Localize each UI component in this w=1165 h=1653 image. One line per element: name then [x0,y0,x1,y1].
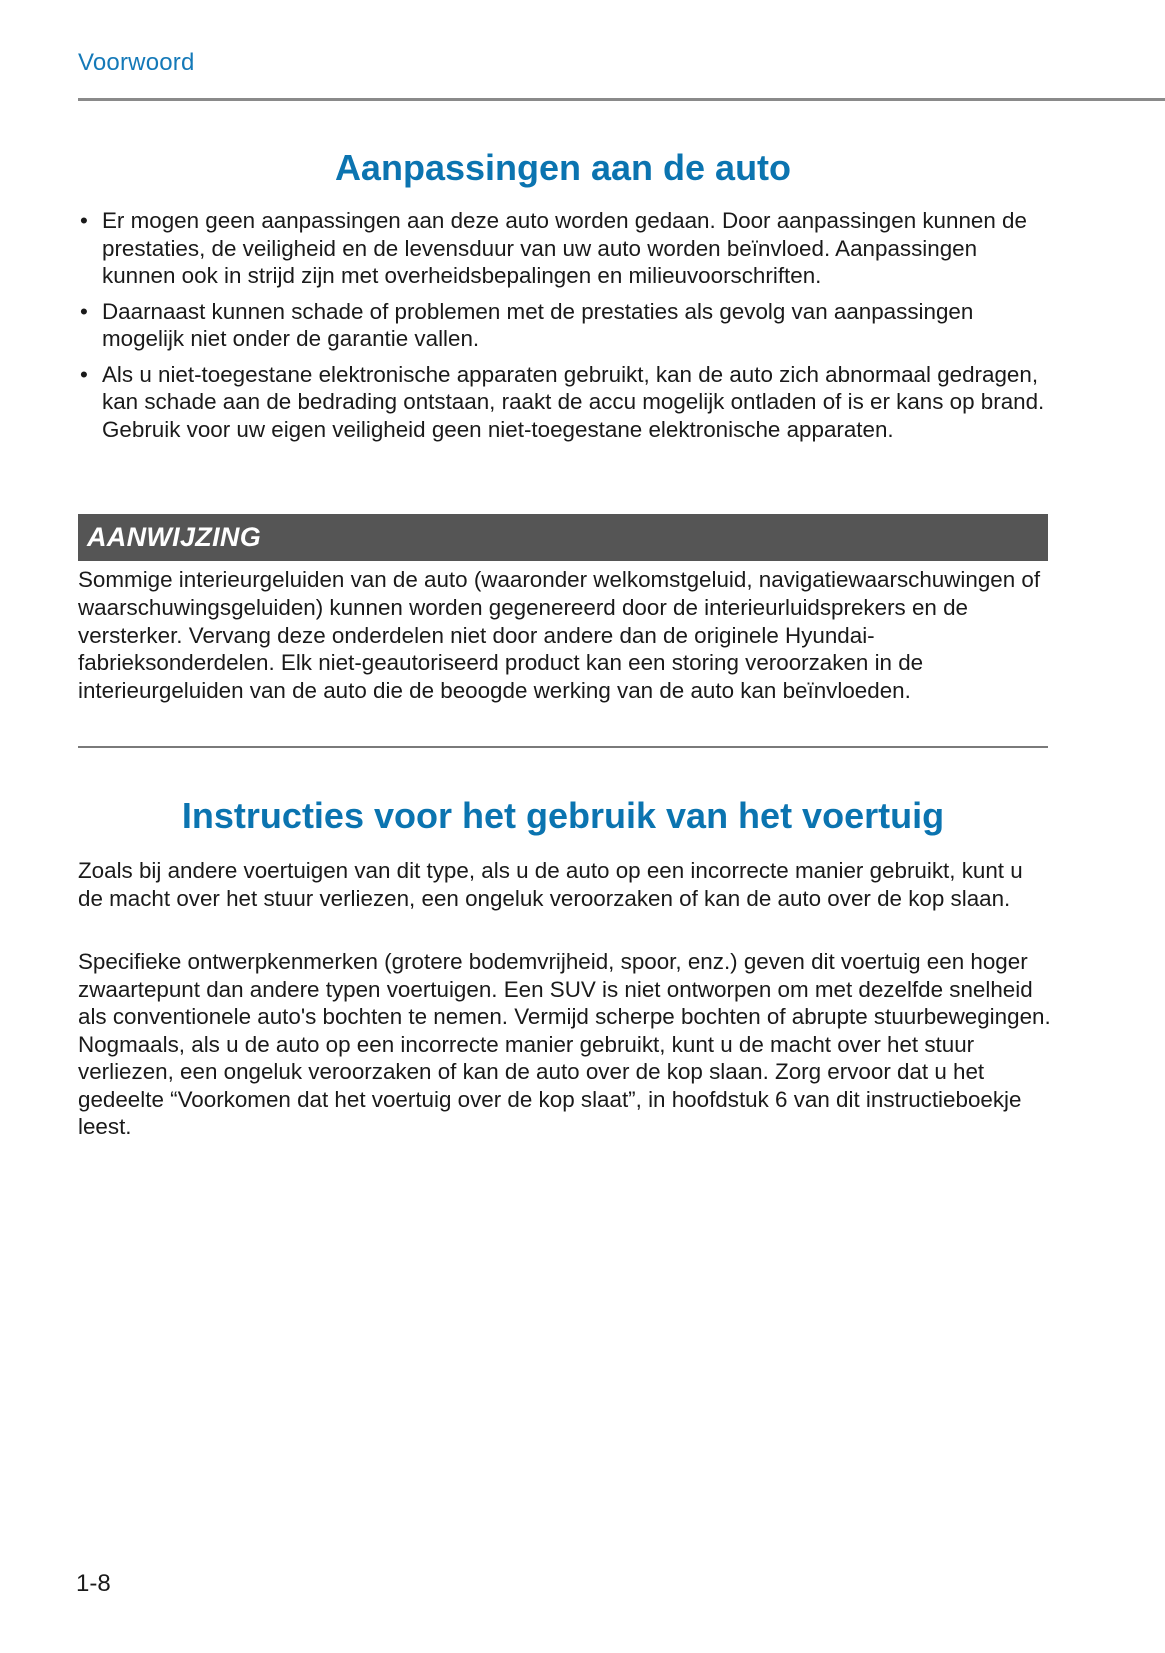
note-header-bar [78,514,1048,561]
body-paragraph: Zoals bij andere voertuigen van dit type, als u de auto op een incorrecte manier gebruikt, kunt u de macht over het stuur verliezen, een ongeluk veroorzaken of kan de auto over de kop slaan. [78,858,1023,911]
modifications-bullet-list [78,207,1053,451]
body-paragraph: Specifieke ontwerpkenmerken (grotere bodemvrijheid, spoor, enz.) geven dit voertuig een hoger zwaartepunt dan andere typen voertuigen. Een SUV is niet ontworpen om met dezelfde snelheid als conventionele auto's bochten te nemen. Vermijd scherpe bochten of abrupte stuurbewegingen. Nogmaals, als u de auto op een incorrecte manier gebruikt, kunt u de macht over het stuur verliezen, een ongeluk veroorzaken of kan de auto over de kop slaan. Zorg ervoor dat u het gedeelte “Voorkomen dat het voertuig over de kop slaat”, in hoofdstuk 6 van dit instructieboekje leest. [78,949,1051,1139]
bullet-icon: • [80,361,88,387]
section-title-modifications: Aanpassingen aan de auto [334,147,792,188]
list-item [78,207,1053,290]
note-divider [78,746,1048,748]
note-title: AANWIJZING [87,522,261,552]
bullet-text: Daarnaast kunnen schade of problemen met de prestaties als gevolg van aanpassingen mogelijk niet onder de garantie vallen. [102,298,974,351]
bullet-icon: • [80,208,88,233]
note-text: Sommige interieurgeluiden van de auto (waaronder welkomstgeluid, navigatiewaarschuwingen of waarschuwingsgeluiden) kunnen worden gegenereerd door de interieurluidsprekers en de versterker. Vervang deze onderdelen niet door andere dan de originele Hyundai-fabrieksonderdelen. Elk niet-geautoriseerd product kan een storing veroorzaken in de interieurgeluiden van de auto die de beoogde werking van de auto kan beïnvloeden. [78,567,1041,704]
bullet-text: Als u niet-toegestane elektronische apparaten gebruikt, kan de auto zich abnormaal gedragen, kan schade aan de bedrading ontstaan, raakt de accu mogelijk ontladen of is er kans op brand. Gebruik voor uw eigen veiligheid geen niet-toegestane elektronische apparaten. [102,361,1045,442]
page-number: 1-8 [76,1570,111,1597]
section-title-vehicle-usage: Instructies voor het gebruik van het voertuig [181,795,945,836]
header-divider [78,98,1165,101]
running-header-section-label: Voorwoord [78,49,195,76]
list-item [78,298,1053,353]
bullet-icon: • [80,298,88,324]
bullet-text: Er mogen geen aanpassingen aan deze auto worden gedaan. Door aanpassingen kunnen de prestaties, de veiligheid en de levensduur van uw auto worden beïnvloed. Aanpassingen kunnen ook in strijd zijn met overheidsbepalingen en milieuvoorschriften. [102,208,1027,288]
list-item [78,361,1053,444]
